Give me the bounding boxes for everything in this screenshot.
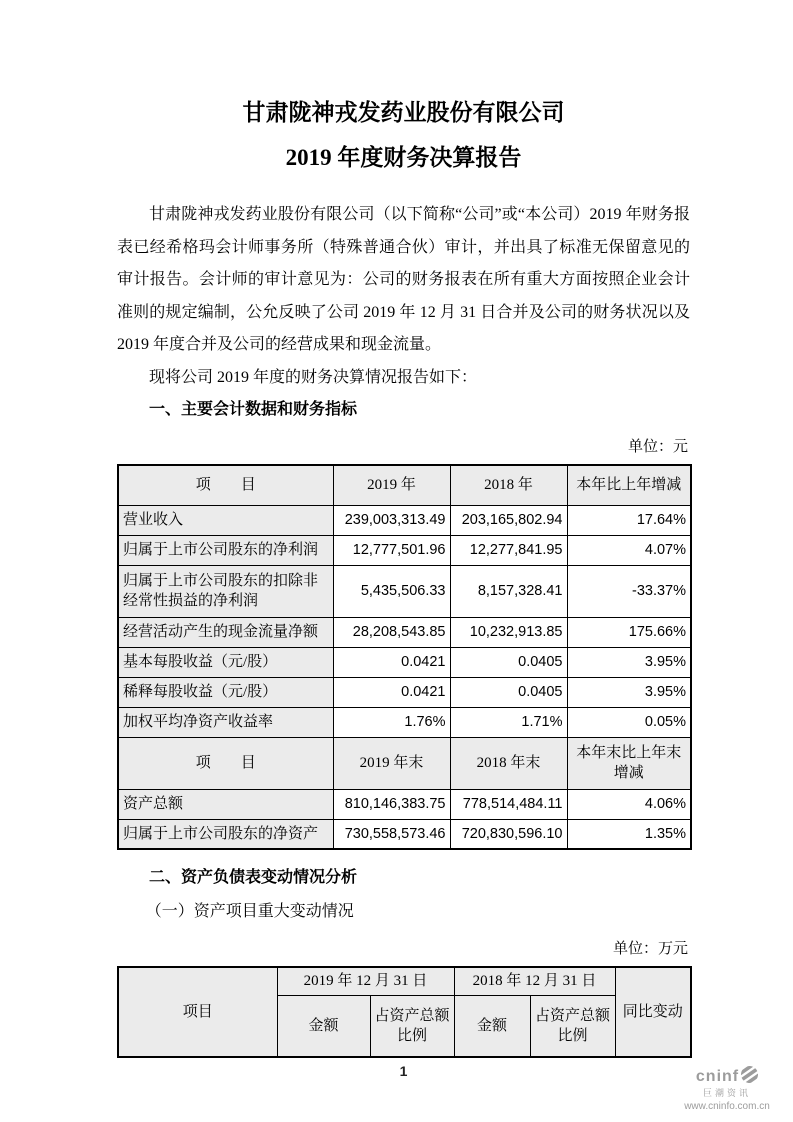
value-2018: 10,232,913.85 (450, 617, 567, 647)
cninfo-brand-text: cninf (695, 1067, 740, 1085)
value-2018: 12,277,841.95 (450, 535, 567, 565)
value-2019: 0.0421 (333, 647, 450, 677)
row-label: 经营活动产生的现金流量净额 (118, 617, 333, 647)
value-2019: 810,146,383.75 (333, 789, 450, 819)
table-row (118, 505, 691, 535)
row-label: 归属于上市公司股东的扣除非经常性损益的净利润 (118, 565, 333, 617)
asset-change-table (117, 966, 692, 1058)
value-2018: 0.0405 (450, 647, 567, 677)
row-label: 资产总额 (118, 789, 333, 819)
group-header-row (118, 967, 691, 995)
row-label: 归属于上市公司股东的净利润 (118, 535, 333, 565)
table-row (118, 535, 691, 565)
value-2019: 12,777,501.96 (333, 535, 450, 565)
header-item: 项 目 (118, 737, 333, 789)
page-number: 1 (399, 1063, 408, 1079)
value-2018: 203,165,802.94 (450, 505, 567, 535)
value-2018: 8,157,328.41 (450, 565, 567, 617)
cninfo-logo-row (667, 1066, 787, 1088)
value-2018: 778,514,484.11 (450, 789, 567, 819)
table-row (118, 819, 691, 849)
cninfo-chinese-name: 巨潮资讯 (702, 1088, 751, 1099)
value-change: 3.95% (567, 677, 691, 707)
cninfo-logo (667, 1066, 787, 1112)
header-2018-end: 2018 年末 (450, 737, 567, 789)
value-2019: 28,208,543.85 (333, 617, 450, 647)
report-lead-line: 现将公司 2019 年度的财务决算情况报告如下： (149, 368, 478, 386)
value-change: 17.64% (567, 505, 691, 535)
cninfo-swirl-icon (741, 1066, 758, 1088)
table-row (118, 647, 691, 677)
doc-title-line2: 2019 年度财务决算报告 (285, 145, 522, 170)
value-change: 1.35% (567, 819, 691, 849)
value-change: 3.95% (567, 647, 691, 677)
value-change: 4.07% (567, 535, 691, 565)
value-2019: 5,435,506.33 (333, 565, 450, 617)
table-row (118, 677, 691, 707)
value-2018: 0.0405 (450, 677, 567, 707)
table-row (118, 707, 691, 737)
section-1-heading: 一、主要会计数据和财务指标 (149, 401, 358, 418)
group-2018-date: 2018 年 12 月 31 日 (454, 967, 615, 995)
header-yoy-change: 同比变动 (615, 967, 691, 1057)
value-2019: 239,003,313.49 (333, 505, 450, 535)
unit-label-yuan: 单位：元 (627, 439, 688, 455)
header-change-end: 本年末比上年末增减 (567, 737, 691, 789)
subsection-2-1-heading: （一）资产项目重大变动情况 (145, 903, 354, 920)
subheader-amount-2019: 金额 (277, 995, 370, 1057)
value-change: 0.05% (567, 707, 691, 737)
header-item: 项目 (118, 967, 277, 1057)
subheader-ratio-2019: 占资产总额比例 (370, 995, 454, 1057)
value-change: 175.66% (567, 617, 691, 647)
header-change: 本年比上年增减 (567, 465, 691, 505)
value-2019: 730,558,573.46 (333, 819, 450, 849)
unit-label-wanyuan: 单位：万元 (612, 941, 688, 957)
group-2019-date: 2019 年 12 月 31 日 (277, 967, 454, 995)
table-header-row-yearend (118, 737, 691, 789)
page-content (117, 0, 690, 1079)
table-row (118, 565, 691, 617)
key-financial-indicators-table (117, 464, 692, 850)
value-2019: 0.0421 (333, 677, 450, 707)
intro-paragraph: 甘肃陇神戎发药业股份有限公司（以下简称“公司”或“本公司）2019 年财务报表已经希格玛会计师事务所（特殊普通合伙）审计，并出具了标准无保留意见的审计报告。会计师的审计意见为：公司的财务报表在所有重大方面按照企业会计准则的规定编制，公允反映了公司 2019 年 12 月 31 日合并及公司的财务状况以及 2019 年度合并及公司的经营成果和现金流量。 (117, 206, 690, 353)
header-item: 项 目 (118, 465, 333, 505)
header-2018: 2018 年 (450, 465, 567, 505)
row-label: 加权平均净资产收益率 (118, 707, 333, 737)
table-row (118, 617, 691, 647)
subheader-amount-2018: 金额 (454, 995, 530, 1057)
table-header-row (118, 465, 691, 505)
row-label: 营业收入 (118, 505, 333, 535)
row-label: 基本每股收益（元/股） (118, 647, 333, 677)
row-label: 归属于上市公司股东的净资产 (118, 819, 333, 849)
section-2-heading: 二、资产负债表变动情况分析 (149, 869, 358, 886)
doc-title-line1: 甘肃陇神戎发药业股份有限公司 (242, 100, 565, 125)
header-2019: 2019 年 (333, 465, 450, 505)
row-label: 稀释每股收益（元/股） (118, 677, 333, 707)
value-2019: 1.76% (333, 707, 450, 737)
value-2018: 1.71% (450, 707, 567, 737)
table-row (118, 789, 691, 819)
value-change: -33.37% (567, 565, 691, 617)
value-change: 4.06% (567, 789, 691, 819)
header-2019-end: 2019 年末 (333, 737, 450, 789)
cninfo-url: www.cninfo.com.cn (684, 1101, 770, 1112)
subheader-ratio-2018: 占资产总额比例 (530, 995, 615, 1057)
value-2018: 720,830,596.10 (450, 819, 567, 849)
